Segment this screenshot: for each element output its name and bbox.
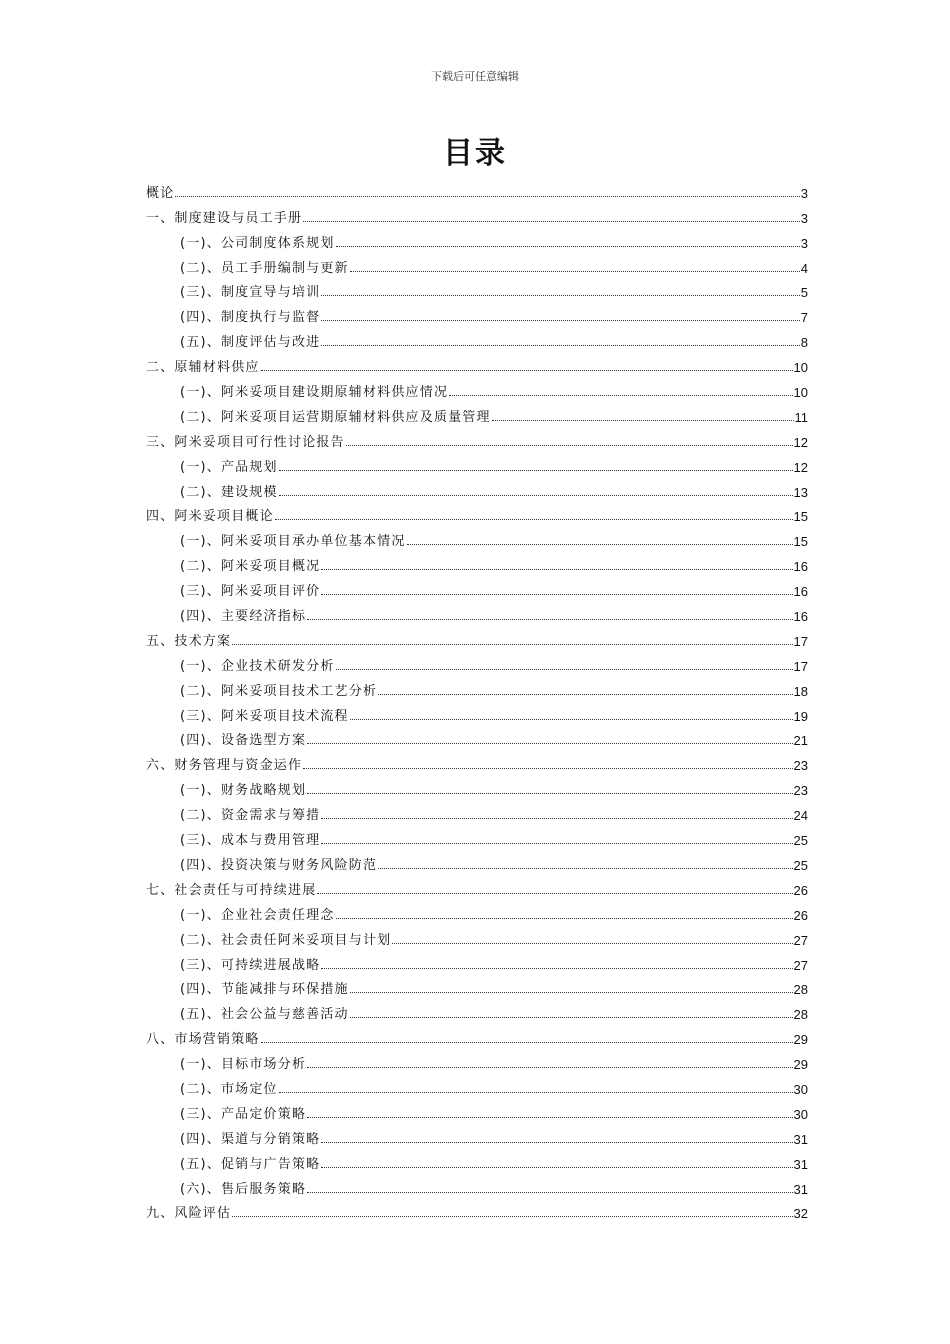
toc-entry-label: (一)、目标市场分析 (180, 1057, 307, 1073)
toc-subsection-entry[interactable] (146, 524, 808, 549)
toc-entry-label: 九、风险评估 (146, 1206, 232, 1222)
toc-section-entry[interactable] (146, 873, 808, 898)
dot-leader (321, 818, 792, 819)
toc-page-number: 30 (793, 1081, 808, 1097)
dot-leader (307, 1067, 792, 1068)
dot-leader (321, 1167, 792, 1168)
dot-leader (321, 320, 799, 321)
toc-page-number: 32 (793, 1206, 808, 1222)
toc-entry-label: (四)、设备选型方案 (180, 733, 307, 749)
toc-page-number: 29 (793, 1057, 808, 1073)
toc-page-number: 27 (793, 957, 808, 973)
dot-leader (232, 1216, 792, 1217)
toc-entry-label: (三)、可持续进展战略 (180, 957, 321, 973)
toc-page-number: 28 (793, 982, 808, 998)
toc-subsection-entry[interactable] (146, 574, 808, 599)
toc-entry-label: (三)、产品定价策略 (180, 1106, 307, 1122)
dot-leader (321, 968, 792, 969)
toc-page-number: 24 (793, 808, 808, 824)
toc-page-number: 25 (793, 833, 808, 849)
toc-subsection-entry[interactable] (146, 649, 808, 674)
toc-page-number: 15 (793, 509, 808, 525)
toc-entry-label: (二)、阿米妥项目技术工艺分析 (180, 683, 378, 699)
toc-entry-label: (二)、社会责任阿米妥项目与计划 (180, 932, 392, 948)
toc-subsection-entry[interactable] (146, 948, 808, 973)
toc-page-number: 23 (793, 783, 808, 799)
toc-entry-label: 七、社会责任与可持续进展 (146, 882, 317, 898)
toc-entry-label: (二)、阿米妥项目概况 (180, 559, 321, 575)
page-header: 下载后可任意编辑 (431, 70, 519, 83)
toc-subsection-entry[interactable] (146, 823, 808, 848)
toc-section-entry[interactable] (146, 176, 808, 201)
toc-page-number: 18 (793, 683, 808, 699)
toc-page-number: 26 (793, 907, 808, 923)
toc-subsection-entry[interactable] (146, 251, 808, 276)
toc-entry-label: (一)、财务战略规划 (180, 783, 307, 799)
toc-page-number: 5 (800, 285, 808, 301)
toc-page-number: 17 (793, 658, 808, 674)
toc-entry-label: (四)、投资决策与财务风险防范 (180, 857, 378, 873)
dot-leader (378, 868, 792, 869)
toc-section-entry[interactable] (146, 500, 808, 525)
toc-page-number: 3 (800, 185, 808, 201)
toc-entry-label: (三)、制度宣导与培训 (180, 285, 321, 301)
toc-subsection-entry[interactable] (146, 674, 808, 699)
toc-entry-label: (四)、主要经济指标 (180, 609, 307, 625)
toc-entry-label: (一)、企业社会责任理念 (180, 907, 335, 923)
toc-section-entry[interactable] (146, 748, 808, 773)
toc-subsection-entry[interactable] (146, 325, 808, 350)
dot-leader (307, 743, 792, 744)
toc-subsection-entry[interactable] (146, 1122, 808, 1147)
toc-page-number: 31 (793, 1131, 808, 1147)
dot-leader (261, 1042, 793, 1043)
toc-subsection-entry[interactable] (146, 724, 808, 749)
dot-leader (307, 793, 792, 794)
dot-leader (321, 569, 792, 570)
dot-leader (303, 768, 792, 769)
toc-entry-label: (二)、建设规模 (180, 484, 278, 500)
dot-leader (378, 694, 792, 695)
toc-entry-label: (一)、阿米妥项目建设期原辅材料供应情况 (180, 385, 449, 401)
toc-entry-label: (一)、公司制度体系规划 (180, 235, 335, 251)
toc-entry-label: (二)、市场定位 (180, 1081, 278, 1097)
toc-entry-label: (三)、成本与费用管理 (180, 833, 321, 849)
toc-subsection-entry[interactable] (146, 276, 808, 301)
toc-page-number: 15 (793, 534, 808, 550)
dot-leader (407, 544, 793, 545)
dot-leader (336, 918, 793, 919)
toc-entry-label: 一、制度建设与员工手册 (146, 210, 303, 226)
toc-entry-label: (五)、促销与广告策略 (180, 1156, 321, 1172)
dot-leader (492, 420, 794, 421)
toc-page-number: 25 (793, 857, 808, 873)
dot-leader (321, 594, 792, 595)
toc-subsection-entry[interactable] (146, 923, 808, 948)
toc-entry-label: 五、技术方案 (146, 633, 232, 649)
toc-entry-label: (二)、阿米妥项目运营期原辅材料供应及质量管理 (180, 409, 491, 425)
dot-leader (449, 395, 792, 396)
toc-page-number: 19 (793, 708, 808, 724)
toc-entry-label: 二、原辅材料供应 (146, 360, 260, 376)
toc-entry-label: (三)、阿米妥项目评价 (180, 584, 321, 600)
toc-entry-label: (五)、制度评估与改进 (180, 335, 321, 351)
toc-subsection-entry[interactable] (146, 798, 808, 823)
toc-section-entry[interactable] (146, 1197, 808, 1222)
toc-entry-label: (四)、渠道与分销策略 (180, 1131, 321, 1147)
toc-page-number: 31 (793, 1181, 808, 1197)
dot-leader (350, 1017, 793, 1018)
toc-page-number: 3 (800, 210, 808, 226)
toc-page-number: 12 (793, 434, 808, 450)
toc-entry-label: (一)、阿米妥项目承办单位基本情况 (180, 534, 406, 550)
toc-entry-label: (一)、产品规划 (180, 459, 278, 475)
toc-entry-label: (二)、员工手册编制与更新 (180, 260, 349, 276)
dot-leader (261, 370, 793, 371)
toc-subsection-entry[interactable] (146, 997, 808, 1022)
toc-page-number: 30 (793, 1106, 808, 1122)
table-of-contents (146, 176, 808, 1221)
dot-leader (321, 345, 799, 346)
dot-leader (279, 1092, 793, 1093)
dot-leader (346, 445, 793, 446)
toc-section-entry[interactable] (146, 624, 808, 649)
toc-page-number: 17 (793, 633, 808, 649)
toc-page-number: 23 (793, 758, 808, 774)
toc-subsection-entry[interactable] (146, 599, 808, 624)
toc-page-number: 10 (793, 385, 808, 401)
toc-page-number: 28 (793, 1007, 808, 1023)
dot-leader (321, 843, 792, 844)
toc-page-number: 13 (793, 484, 808, 500)
toc-entry-label: 六、财务管理与资金运作 (146, 758, 303, 774)
dot-leader (350, 271, 800, 272)
dot-leader (279, 495, 793, 496)
dot-leader (307, 619, 792, 620)
toc-page-number: 8 (800, 335, 808, 351)
toc-subsection-entry[interactable] (146, 450, 808, 475)
page-title: 目录 (443, 136, 507, 171)
toc-subsection-entry[interactable] (146, 699, 808, 724)
toc-entry-label: (二)、资金需求与筹措 (180, 808, 321, 824)
toc-page-number: 27 (793, 932, 808, 948)
toc-entry-label: (五)、社会公益与慈善活动 (180, 1007, 349, 1023)
dot-leader (307, 1117, 792, 1118)
dot-leader (336, 246, 800, 247)
toc-page-number: 31 (793, 1156, 808, 1172)
toc-entry-label: 八、市场营销策略 (146, 1032, 260, 1048)
toc-subsection-entry[interactable] (146, 1147, 808, 1172)
toc-section-entry[interactable] (146, 201, 808, 226)
toc-subsection-entry[interactable] (146, 226, 808, 251)
toc-subsection-entry[interactable] (146, 973, 808, 998)
dot-leader (336, 669, 793, 670)
toc-subsection-entry[interactable] (146, 475, 808, 500)
toc-subsection-entry[interactable] (146, 549, 808, 574)
toc-page-number: 7 (800, 310, 808, 326)
toc-page-number: 4 (800, 260, 808, 276)
toc-entry-label: (三)、阿米妥项目技术流程 (180, 708, 349, 724)
toc-page-number: 21 (793, 733, 808, 749)
toc-page-number: 26 (793, 882, 808, 898)
dot-leader (175, 196, 799, 197)
toc-entry-label: (四)、制度执行与监督 (180, 310, 321, 326)
toc-page-number: 16 (793, 609, 808, 625)
toc-subsection-entry[interactable] (146, 1072, 808, 1097)
toc-section-entry[interactable] (146, 350, 808, 375)
toc-subsection-entry[interactable] (146, 1097, 808, 1122)
toc-entry-label: (四)、节能减排与环保措施 (180, 982, 349, 998)
toc-entry-label: (一)、企业技术研发分析 (180, 658, 335, 674)
dot-leader (321, 295, 799, 296)
toc-section-entry[interactable] (146, 1022, 808, 1047)
toc-entry-label: 四、阿米妥项目概论 (146, 509, 274, 525)
toc-subsection-entry[interactable] (146, 300, 808, 325)
toc-page-number: 29 (793, 1032, 808, 1048)
toc-entry-label: 三、阿米妥项目可行性讨论报告 (146, 434, 345, 450)
dot-leader (321, 1142, 792, 1143)
toc-page-number: 16 (793, 559, 808, 575)
toc-subsection-entry[interactable] (146, 773, 808, 798)
dot-leader (350, 719, 793, 720)
dot-leader (232, 644, 792, 645)
toc-entry-label: (六)、售后服务策略 (180, 1181, 307, 1197)
toc-page-number: 10 (793, 360, 808, 376)
toc-subsection-entry[interactable] (146, 1047, 808, 1072)
dot-leader (303, 221, 800, 222)
toc-page-number: 12 (793, 459, 808, 475)
dot-leader (307, 1192, 792, 1193)
dot-leader (392, 943, 792, 944)
dot-leader (317, 893, 792, 894)
toc-page-number: 11 (794, 409, 808, 425)
toc-subsection-entry[interactable] (146, 1172, 808, 1197)
toc-subsection-entry[interactable] (146, 400, 808, 425)
dot-leader (279, 470, 793, 471)
toc-section-entry[interactable] (146, 425, 808, 450)
toc-page-number: 16 (793, 584, 808, 600)
toc-subsection-entry[interactable] (146, 898, 808, 923)
dot-leader (350, 992, 793, 993)
toc-subsection-entry[interactable] (146, 848, 808, 873)
toc-entry-label: 概论 (146, 185, 175, 201)
toc-page-number: 3 (800, 235, 808, 251)
toc-subsection-entry[interactable] (146, 375, 808, 400)
dot-leader (275, 519, 793, 520)
